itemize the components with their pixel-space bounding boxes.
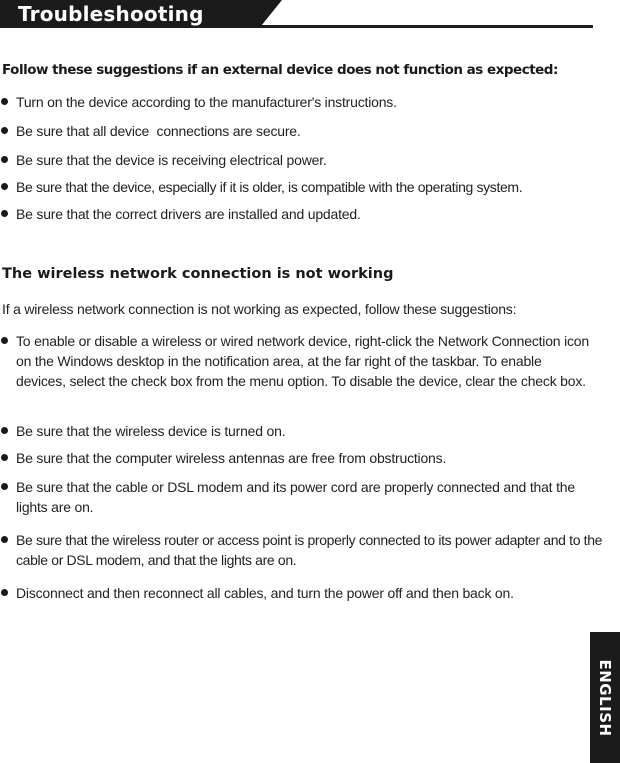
bullet-icon [1, 183, 8, 190]
list-item-text: Be sure that all device connections are secure. [16, 123, 301, 139]
list-item-text: Be sure that the wireless router or access point is properly connected to its power adapter and to the cable or DSL modem, and that the lights are on. [16, 532, 603, 568]
bullet-icon [1, 337, 8, 344]
bullet-icon [1, 427, 8, 434]
list-item [0, 448, 608, 468]
bullet-icon [1, 156, 8, 163]
list-item [0, 92, 608, 112]
list-item [0, 583, 608, 603]
list-item-text: Disconnect and then reconnect all cables, and turn the power off and then back on. [16, 585, 514, 601]
list-item-text: Be sure that the cable or DSL modem and its power cord are properly connected and that the lights are on. [16, 479, 575, 515]
language-label: ENGLISH [596, 658, 614, 737]
language-tab [590, 632, 620, 763]
list-item [0, 477, 608, 517]
list-item [0, 177, 608, 197]
external-device-heading: Follow these suggestions if an external device does not function as expected: [2, 62, 558, 78]
list-item [0, 121, 608, 141]
list-item [0, 331, 608, 391]
list-item [0, 530, 608, 570]
list-item-text: Be sure that the device is receiving electrical power. [16, 152, 327, 168]
bullet-icon [1, 210, 8, 217]
list-item-text: To enable or disable a wireless or wired network device, right-click the Network Connection icon on the Windows desktop in the notification area, at the far right of the taskbar. To enable devices, select the check box from the menu option. To disable the device, clear the check box. [16, 333, 589, 389]
list-item-text: Be sure that the correct drivers are installed and updated. [16, 206, 361, 222]
list-item-text: Be sure that the computer wireless antennas are free from obstructions. [16, 450, 447, 466]
list-item [0, 421, 608, 441]
list-item-text: Be sure that the wireless device is turned on. [16, 423, 286, 439]
bullet-icon [1, 589, 8, 596]
bullet-icon [1, 536, 8, 543]
list-item [0, 150, 608, 170]
list-item-text: Be sure that the device, especially if it is older, is compatible with the operating system. [16, 179, 523, 195]
list-item [0, 204, 608, 224]
page-title: Troubleshooting [18, 2, 204, 26]
bullet-icon [1, 483, 8, 490]
bullet-icon [1, 98, 8, 105]
bullet-icon [1, 454, 8, 461]
bullet-icon [1, 127, 8, 134]
wireless-heading: The wireless network connection is not working [2, 266, 394, 282]
list-item-text: Turn on the device according to the manufacturer's instructions. [16, 94, 397, 110]
wireless-intro: If a wireless network connection is not working as expected, follow these suggestions: [2, 301, 517, 317]
